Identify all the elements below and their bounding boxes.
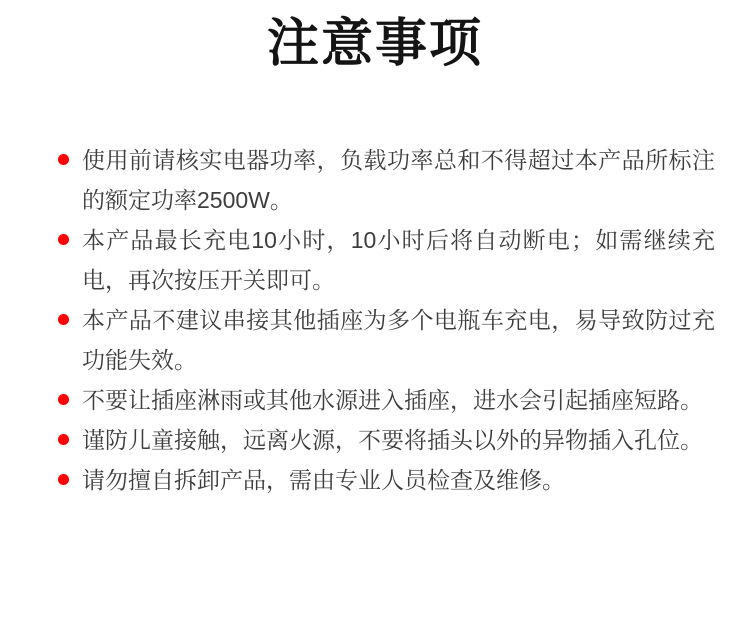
notice-page [0,15,750,618]
notice-text: 本产品不建议串接其他插座为多个电瓶车充电，易导致防过充功能失效。 [82,307,715,373]
list-item [58,300,715,380]
notice-list [58,140,715,500]
list-item [58,460,715,500]
list-item [58,140,715,220]
bullet-dot-icon [58,234,69,245]
bullet-dot-icon [58,394,69,405]
notice-text: 不要让插座淋雨或其他水源进入插座，进水会引起插座短路。 [82,387,703,413]
notice-text: 谨防儿童接触，远离火源，不要将插头以外的异物插入孔位。 [82,427,703,453]
list-item [58,220,715,300]
bullet-dot-icon [58,434,69,445]
bullet-dot-icon [58,314,69,325]
page-title: 注意事项 [266,15,483,73]
notice-text: 本产品最长充电10小时，10小时后将自动断电；如需继续充电，再次按压开关即可。 [82,227,715,293]
bullet-dot-icon [58,474,69,485]
list-item [58,380,715,420]
notice-text: 请勿擅自拆卸产品，需由专业人员检查及维修。 [82,467,565,493]
list-item [58,420,715,460]
bullet-dot-icon [58,154,69,165]
notice-text: 使用前请核实电器功率，负载功率总和不得超过本产品所标注的额定功率2500W。 [82,147,715,213]
